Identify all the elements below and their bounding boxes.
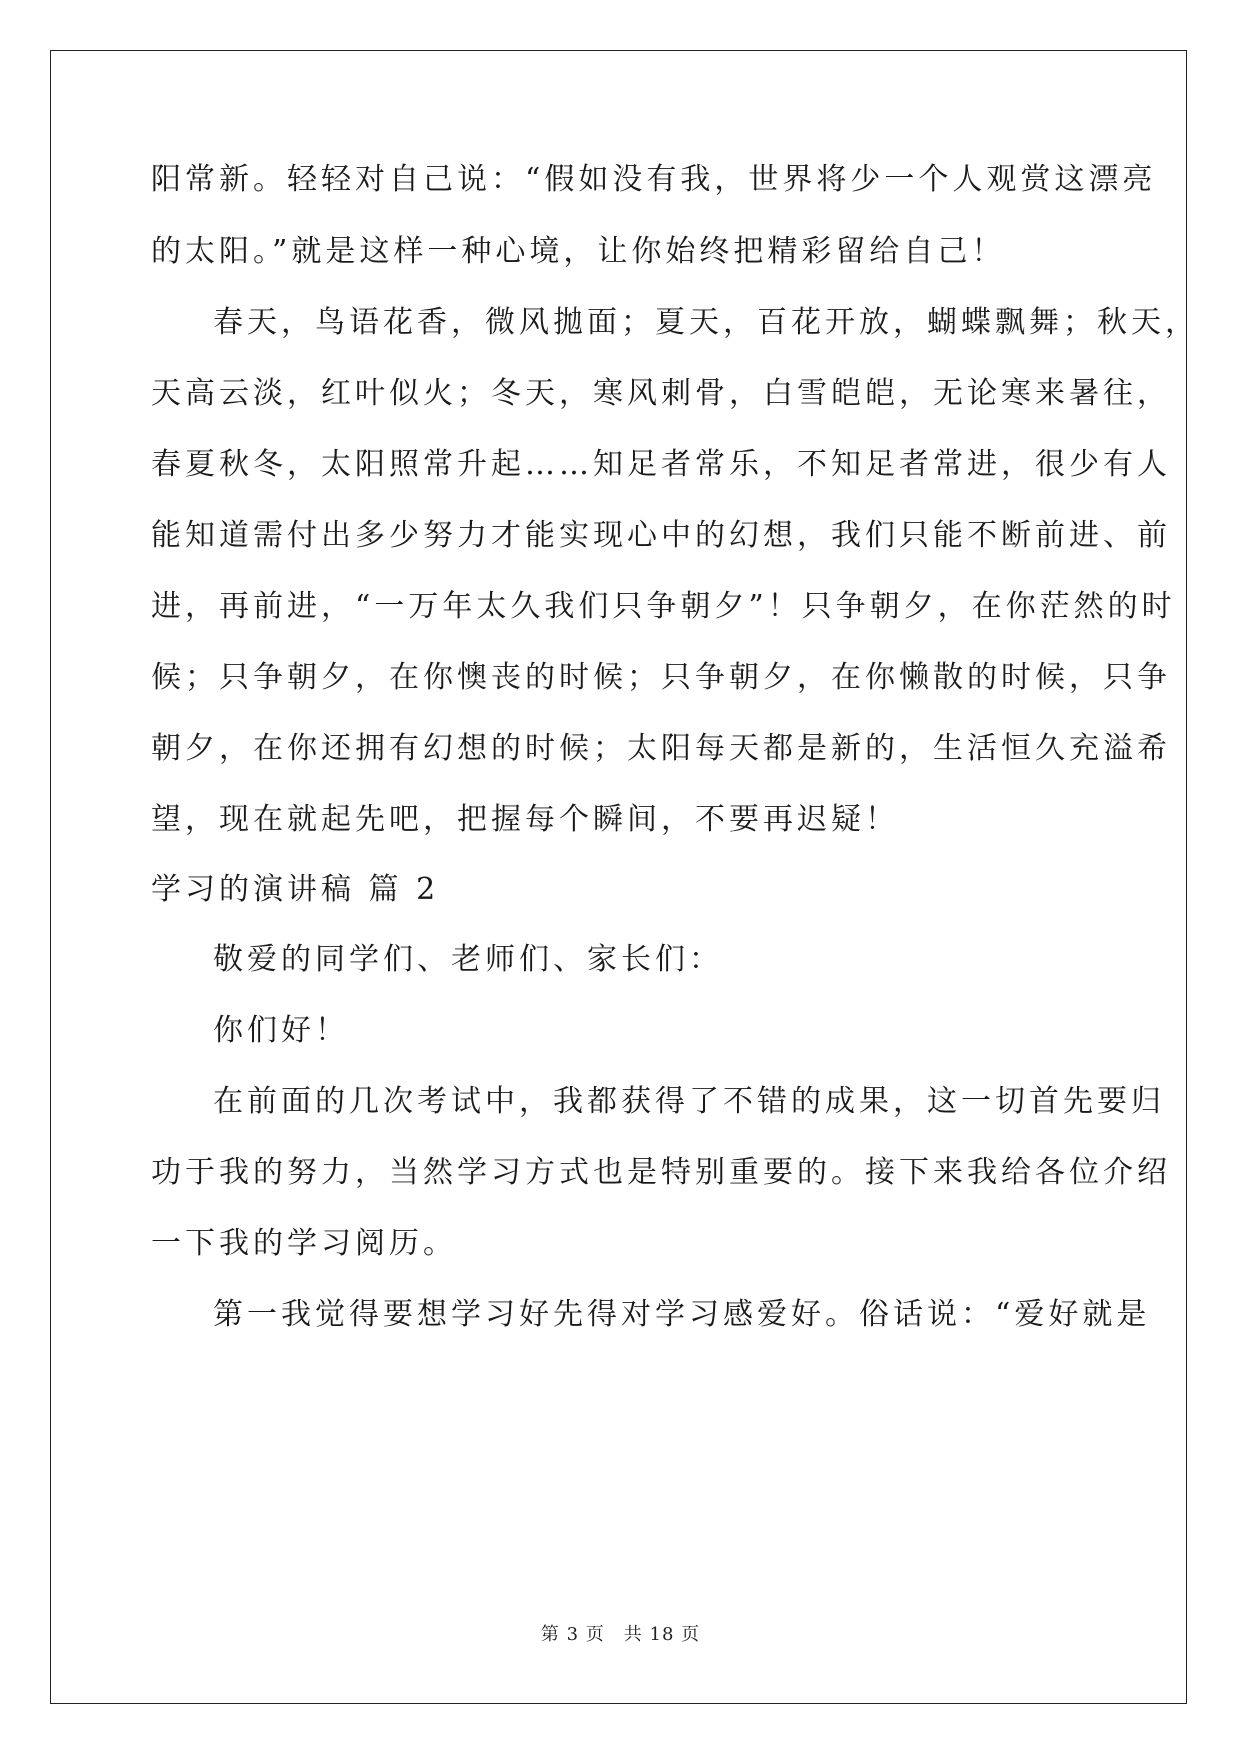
paragraph-line: 春天，鸟语花香，微风拋面；夏天，百花开放，蝴蝶飘舞；秋天，: [213, 305, 1199, 340]
paragraph-line: 进，再前进，“一万年太久我们只争朝夕”！只争朝夕，在你茫然的时: [151, 589, 1176, 624]
paragraph-line: 能知道需付出多少努力才能实现心中的幻想，我们只能不断前进、前: [151, 518, 1171, 553]
paragraph-line: 一下我的学习阅历。: [151, 1226, 457, 1261]
paragraph-line: 阳常新。轻轻对自己说：“假如没有我，世界将少一个人观赏这漂亮: [151, 162, 1157, 197]
salutation: 敬爱的同学们、老师们、家长们：: [213, 942, 723, 977]
paragraph-line: 在前面的几次考试中，我都获得了不错的成果，这一切首先要归: [213, 1084, 1165, 1119]
paragraph-line: 朝夕，在你还拥有幻想的时候；太阳每天都是新的，生活恒久充溢希: [151, 731, 1171, 766]
section-heading: 学习的演讲稿 篇 2: [151, 872, 440, 907]
paragraph-line: 的太阳。”就是这样一种心境，让你始终把精彩留给自己！: [151, 234, 1006, 269]
paragraph-line: 候；只争朝夕，在你懊丧的时候；只争朝夕，在你懒散的时候，只争: [151, 660, 1171, 695]
page-footer: 第 3 页 共 18 页: [540, 1624, 701, 1645]
paragraph-line: 天高云淡，红叶似火；冬天，寒风刺骨，白雪皑皑，无论寒来暑往，: [151, 376, 1171, 411]
greeting: 你们好！: [213, 1013, 349, 1048]
paragraph-line: 春夏秋冬，太阳照常升起……知足者常乐，不知足者常进，很少有人: [151, 447, 1171, 482]
paragraph-line: 功于我的努力，当然学习方式也是特别重要的。接下来我给各位介绍: [151, 1155, 1171, 1190]
paragraph-line: 第一我觉得要想学习好先得对学习感爱好。俗话说：“爱好就是: [213, 1297, 1151, 1332]
paragraph-line: 望，现在就起先吧，把握每个瞬间，不要再迟疑！: [151, 802, 899, 837]
